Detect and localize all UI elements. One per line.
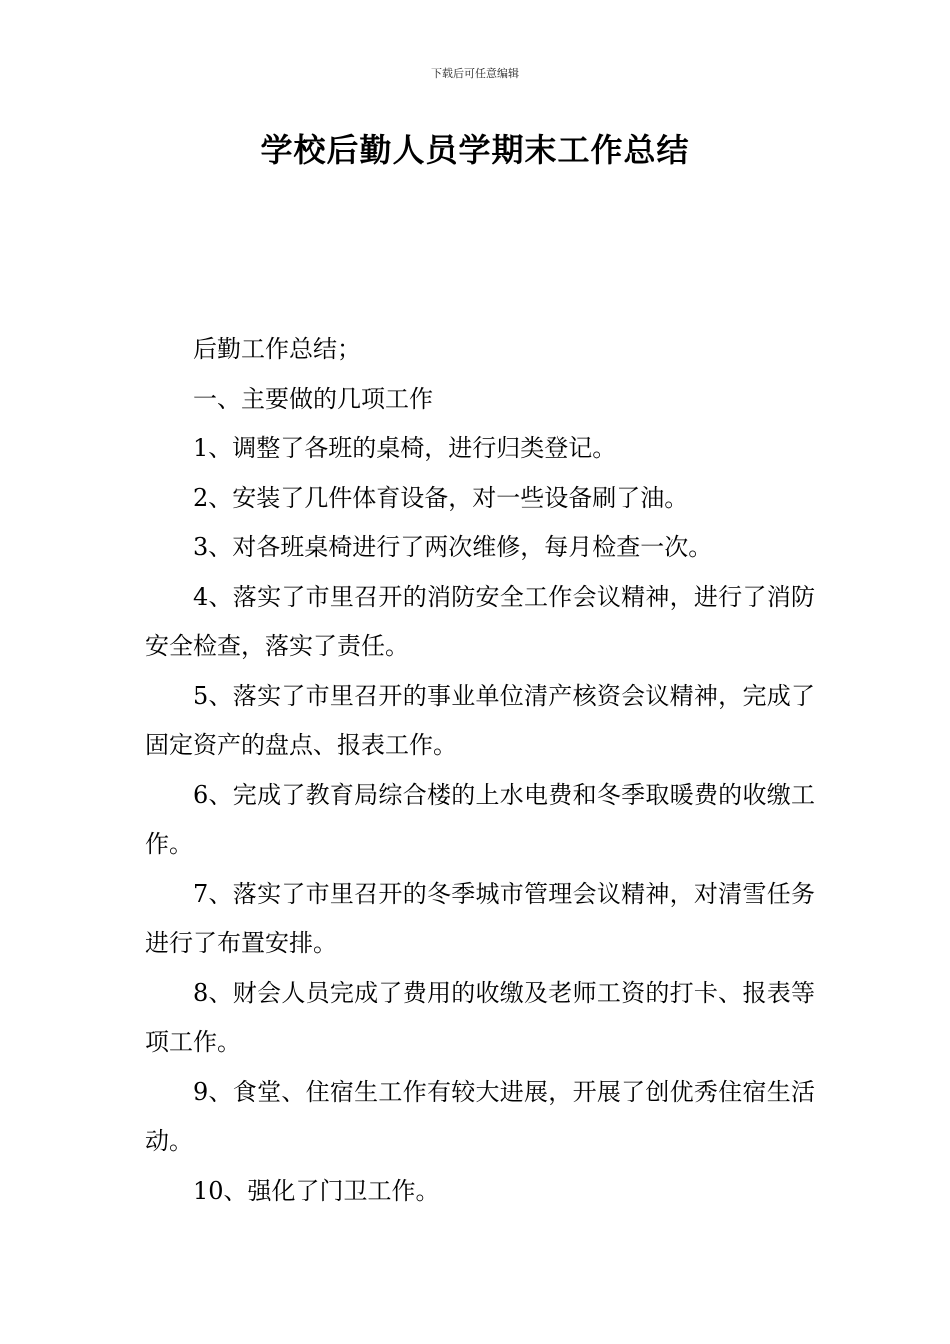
- paragraph-item-4: 4、落实了市里召开的消防安全工作会议精神，进行了消防安全检查，落实了责任。: [145, 582, 815, 660]
- paragraph-item-10: 10、强化了门卫工作。: [193, 1176, 440, 1205]
- document-title: 学校后勤人员学期末工作总结: [260, 131, 690, 169]
- paragraph-item-2: 2、安装了几件体育设备，对一些设备刷了油。: [193, 483, 689, 512]
- paragraph-item-6: 6、完成了教育局综合楼的上水电费和冬季取暖费的收缴工作。: [145, 780, 815, 858]
- paragraph-item-1: 1、调整了各班的桌椅，进行归类登记。: [193, 434, 617, 462]
- paragraph-item-5: 5、落实了市里召开的事业单位清产核资会议精神，完成了固定资产的盘点、报表工作。: [145, 681, 815, 759]
- paragraph-item-7: 7、落实了市里召开的冬季城市管理会议精神，对清雪任务进行了布置安排。: [145, 879, 815, 957]
- paragraph-item-8: 8、财会人员完成了费用的收缴及老师工资的打卡、报表等项工作。: [145, 978, 815, 1056]
- paragraph-item-9: 9、食堂、住宿生工作有较大进展，开展了创优秀住宿生活动。: [145, 1077, 815, 1155]
- header-note: 下载后可任意编辑: [431, 67, 519, 80]
- paragraph-item-3: 3、对各班桌椅进行了两次维修，每月检查一次。: [193, 533, 713, 561]
- paragraph-section-heading: 一、主要做的几项工作: [193, 384, 433, 413]
- paragraph-intro: 后勤工作总结；: [193, 335, 361, 363]
- document-body: [145, 325, 815, 1216]
